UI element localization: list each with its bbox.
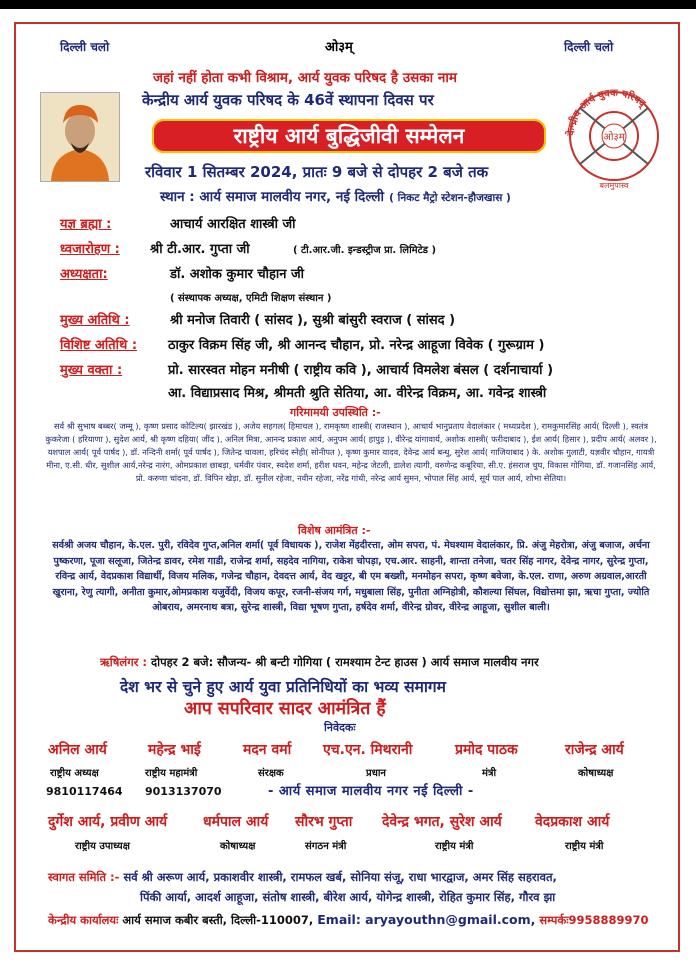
parishad-logo [560, 80, 668, 190]
row-vishisht-atithi-label: विशिष्ट अतिथि : [60, 338, 138, 353]
venue-line [160, 186, 511, 205]
nivedak-role-3: संरक्षक [258, 768, 284, 779]
om-heading: ओ३म् [325, 40, 353, 55]
nivedak2-role-3: संगठन मंत्री [305, 841, 347, 852]
row-dhwaja-note: ( टी.आर.जी. इन्डस्ट्रीज प्रा. लिमिटेड ) [293, 245, 437, 256]
top-left-label: दिल्ली चलो [60, 40, 110, 54]
event-date: रविवार 1 सितम्बर 2024, प्रातः 9 बजे से दोपहर 2 बजे तक [145, 163, 489, 181]
row-dhwaja-value: श्री टी.आर. गुप्ता जी [150, 242, 250, 257]
row-vishisht-atithi-value: ठाकुर विक्रम सिंह जी, श्री आनन्द चौहान, प्रो. नरेन्द्र आहूजा विवेक ( गुरूग्राम ) [168, 338, 545, 353]
nivedak2-role-2: कोषाध्यक्ष [220, 841, 256, 852]
swagat-line-1 [48, 870, 557, 885]
nivedak-phone-2: 9013137070 [145, 785, 222, 798]
garimamayi-text: सर्व श्री सुभाष बब्बर( जम्मू ), कृष्ण प्रसाद कोटिल्य( झारखंड ), अजेय सहगल( हिमाचल ), रामकृष्ण शास्त्री( राजस्थान ), आचार्य भानुप्रताप वेदालंकार ( मध्यप्रदेश ), रामकुमारसिंह आर्य( दिल्ली ), स्वतंत्र कुकरेजा ( हरियाणा ), सुदेश आर्य, श्री कृष्ण दहिया( जींद ), अनिल मित्रा, आनन्द प्रकाश आर्य, अनुपम आर्य( हापुड़ ), वीरेन्द्र यांगावार्य, अशोक शास्त्री( फरीदाबाद ), ईश आर्य( हिसार ), प्रदीप आर्य( अलवर ), यशपाल आर्य( पूर्व पार्षद ), डॉ. नन्दिनी शर्मा( पूर्व पार्षद ), जितेन्द्र चावला, हरिचंद स्नेही( सोनीपत ), कृष्ण कुमार यादव, देवेन्द्र आर्य बन्धु, सुरेश आर्य( गाजियाबाद ) के. अशोक गुलाटी, यज्ञवीर चौहान, गायत्री मीना, ए.सी. धीर, सुशील आर्य,नरेन्द्र नारंग, ओमप्रकाश छाबड़ा, धर्मवीर पंवार, स्वदेश शर्मा, हरीश धवन, महेन्द्र जेटली, डालेश त्यागी, वरुणेन्द्र कबूरिया, सी.ए. हंसराज चुघ, विकास गोगिया, डॉ. गजानसिंह आर्य, प्रो. करुणा चांदना, डॉ. विपिन खेड़ा, डॉ. सुनील रहेजा, नवीन रहेजा, नरेंद्र गांधी, नरेन्द्र आर्य सुमन, भोपाल सिंह आर्य, सूर्य पाल आर्य, शोभा सेतिया। [45, 421, 657, 483]
nivedak2-role-5: राष्ट्रीय मंत्री [565, 841, 604, 852]
nivedak2-name-5: वेदप्रकाश आर्य [535, 814, 610, 830]
nivedak-role-1: राष्ट्रीय अध्यक्ष [50, 768, 99, 779]
nivedak-heading: निवेदकः [324, 721, 356, 734]
rishilangar-label: ऋषिलंगर : [100, 655, 148, 669]
rishilangar-line [100, 655, 539, 670]
tagline-samagam: देश भर से चुने हुए आर्य युवा प्रतिनिधियों का भव्य समागम [120, 678, 446, 696]
nivedak-name-3: मदन वर्मा [243, 742, 292, 758]
nivedak-name-1: अनिल आर्य [48, 742, 107, 758]
nivedak2-name-4: देवेन्द्र भगत, सुरेश आर्य [382, 814, 502, 830]
nivedak-name-5: प्रमोद पाठक [455, 742, 518, 758]
footer-label: केन्द्रीय कार्यालयः [48, 913, 119, 927]
top-black-strip [0, 0, 696, 9]
row-adhyaksh-note: ( संस्थापक अध्यक्ष, एमिटी शिक्षण संस्थान ) [170, 293, 332, 304]
row-yagya-label: यज्ञ ब्रह्मा : [60, 217, 112, 232]
logo-bottom-text: बलमुपास्व [599, 181, 629, 190]
vishesh-heading: विशेष आमंत्रित :- [298, 524, 371, 537]
row-vakta-value: प्रो. सारस्वत मोहन मनीषी ( राष्ट्रीय कवि ), आचार्य विमलेश बंसल ( दर्शनाचार्या ) [168, 363, 554, 378]
nivedak2-name-3: सौरभ गुप्ता [295, 814, 353, 830]
nivedak-role-5: मंत्री [482, 768, 497, 779]
logo-ring-text: केन्द्रीय आर्य युवक परिषद् [565, 87, 648, 137]
header-motto: जहां नहीं होता कभी विश्राम, आर्य युवक परिषद है उसका नाम [153, 70, 457, 86]
nivedak-name-2: महेन्द्र भाई [148, 742, 201, 758]
arya-samaj-line: - आर्य समाज मालवीय नगर नई दिल्ली - [268, 784, 474, 799]
top-right-label: दिल्ली चलो [564, 40, 614, 54]
footer-email[interactable]: Email: aryayouthn@gmail.com, [317, 912, 536, 927]
row-adhyaksh-value: डॉ. अशोक कुमार चौहान जी [170, 267, 305, 282]
rishilangar-text: दोपहर 2 बजे: सौजन्य- श्री बन्टी गोगिया ( रामश्याम टेन्ट हाउस ) आर्य समाज मालवीय नगर [151, 655, 539, 669]
nivedak-name-4: एच.एन. मिथरानी [323, 742, 413, 758]
nivedak2-name-2: धर्मपाल आर्य [203, 814, 269, 830]
event-title-banner: राष्ट्रीय आर्य बुद्धिजीवी सम्मेलन [152, 119, 546, 153]
row-mukhya-atithi-label: मुख्य अतिथि : [60, 313, 130, 328]
tagline-invitation: आप सपरिवार सादर आमंत्रित हैं [184, 699, 386, 719]
footer-contact[interactable]: सम्पर्कः9958889970 [539, 913, 649, 927]
swagat-names-2: पिंकी आर्या, आदर्श आहूजा, संतोष शास्त्री, बीरेश आर्य, योगेन्द्र शास्त्री, रोहित कुमार सिंह, गौरव झा [140, 890, 556, 904]
nivedak-role-4: प्रधान [366, 768, 386, 779]
nivedak-role-2: राष्ट्रीय महामंत्री [145, 768, 198, 779]
row-mukhya-atithi-value: श्री मनोज तिवारी ( सांसद ), सुश्री बांसुरी स्वराज ( सांसद ) [170, 313, 456, 328]
row-dhwaja-label: ध्वजारोहण : [60, 242, 120, 257]
row-yagya-value: आचार्य आरक्षित शास्त्री जी [170, 217, 296, 232]
footer-address: आर्य समाज कबीर बस्ती, दिल्ली-110007, [122, 913, 314, 927]
logo-center-text: ओ३म् [603, 132, 625, 143]
garimamayi-heading: गरिमामयी उपस्थिति :- [290, 406, 381, 419]
vishesh-text: सर्वश्री अजय चौहान, के.एल. पुरी, रविदेव गुप्त,अनिल शर्मा( पूर्व विधायक ), राजेश मेंहदीरत्ता, ओम सपरा, पं. मेघश्याम वेदालंकार, प्रि. अंजु मेहरोत्रा, अंजु बजाज, अर्चना पुष्करणा, पूजा सलूजा, जितेन्द्र डावर, रमेश गाडी, राजेन्द्र शर्मा, सहदेव नागिया, राकेश चोपड़ा, एच.आर. साहनी, शान्ता तनेजा, चतर सिंह नागर, देवेन्द्र नागर, सुरेन्द्र गुप्ता, रविन्द्र आर्य, वेदप्रकाश विद्यार्थी, विजय मलिक, गजेन्द्र चौहान, देवदत्त आर्य, वेद खट्टर, बी एम बख्शी, मनमोहन सपरा, कृष्ण बवेजा, के.एल. राणा, अरुण अग्रवाल,आरती खुराना, रेणु त्यागी, अनीता कुमार,ओमप्रकाश यजुर्वेदी, विजय कपूर, रजनी-संजय गर्ग, मधुबाला सिंह, पुनीता अग्निहोत्री, कौशल्या सिंघल, विद्योत्तमा झा, ऋचा गुप्ता, ज्योति ओबराय, अमरनाथ बत्रा, सुरेन्द्र शास्त्री, विद्या भूषण गुप्ता, हर्षदेव शर्मा, वीरेन्द्र ग्रोवर, वीरेन्द्र आहूजा, सुशील बाली। [52, 540, 650, 613]
venue-note: ( निकट मैट्रो स्टेशन-हौजखास ) [389, 192, 511, 204]
header-subtitle: केन्द्रीय आर्य युवक परिषद के 46वें स्थापना दिवस पर [142, 91, 434, 109]
nivedak2-role-1: राष्ट्रीय उपाध्यक्ष [75, 841, 130, 852]
footer-line [48, 912, 649, 928]
swagat-names-1: सर्व श्री अरूण आर्य, प्रकाशवीर शास्त्री, रामफल खर्ब, सोनिया संजू, राधा भारद्वाज, अमर सिंह सहरावत, [123, 870, 557, 884]
swagat-label: स्वागत समिति :- [48, 870, 120, 884]
swami-portrait-image [40, 92, 120, 182]
nivedak-phone-1: 9810117464 [46, 785, 123, 798]
nivedak2-role-4: राष्ट्रीय मंत्री [435, 841, 474, 852]
venue-label: स्थान : आर्य समाज मालवीय नगर, नई दिल्ली [160, 189, 385, 205]
row-vakta-value-2: आ. विद्याप्रसाद मिश्र, श्रीमती श्रुति सेतिया, आ. वीरेन्द्र विक्रम, आ. गवेन्द्र शास्त्री [168, 386, 547, 401]
nivedak2-name-1: दुर्गेश आर्य, प्रवीण आर्य [48, 814, 168, 830]
nivedak-role-6: कोषाध्यक्ष [578, 768, 614, 779]
row-vakta-label: मुख्य वक्ता : [60, 363, 123, 378]
nivedak-name-6: राजेन्द्र आर्य [565, 742, 624, 758]
row-adhyaksh-label: अध्यक्षता: [60, 267, 108, 282]
